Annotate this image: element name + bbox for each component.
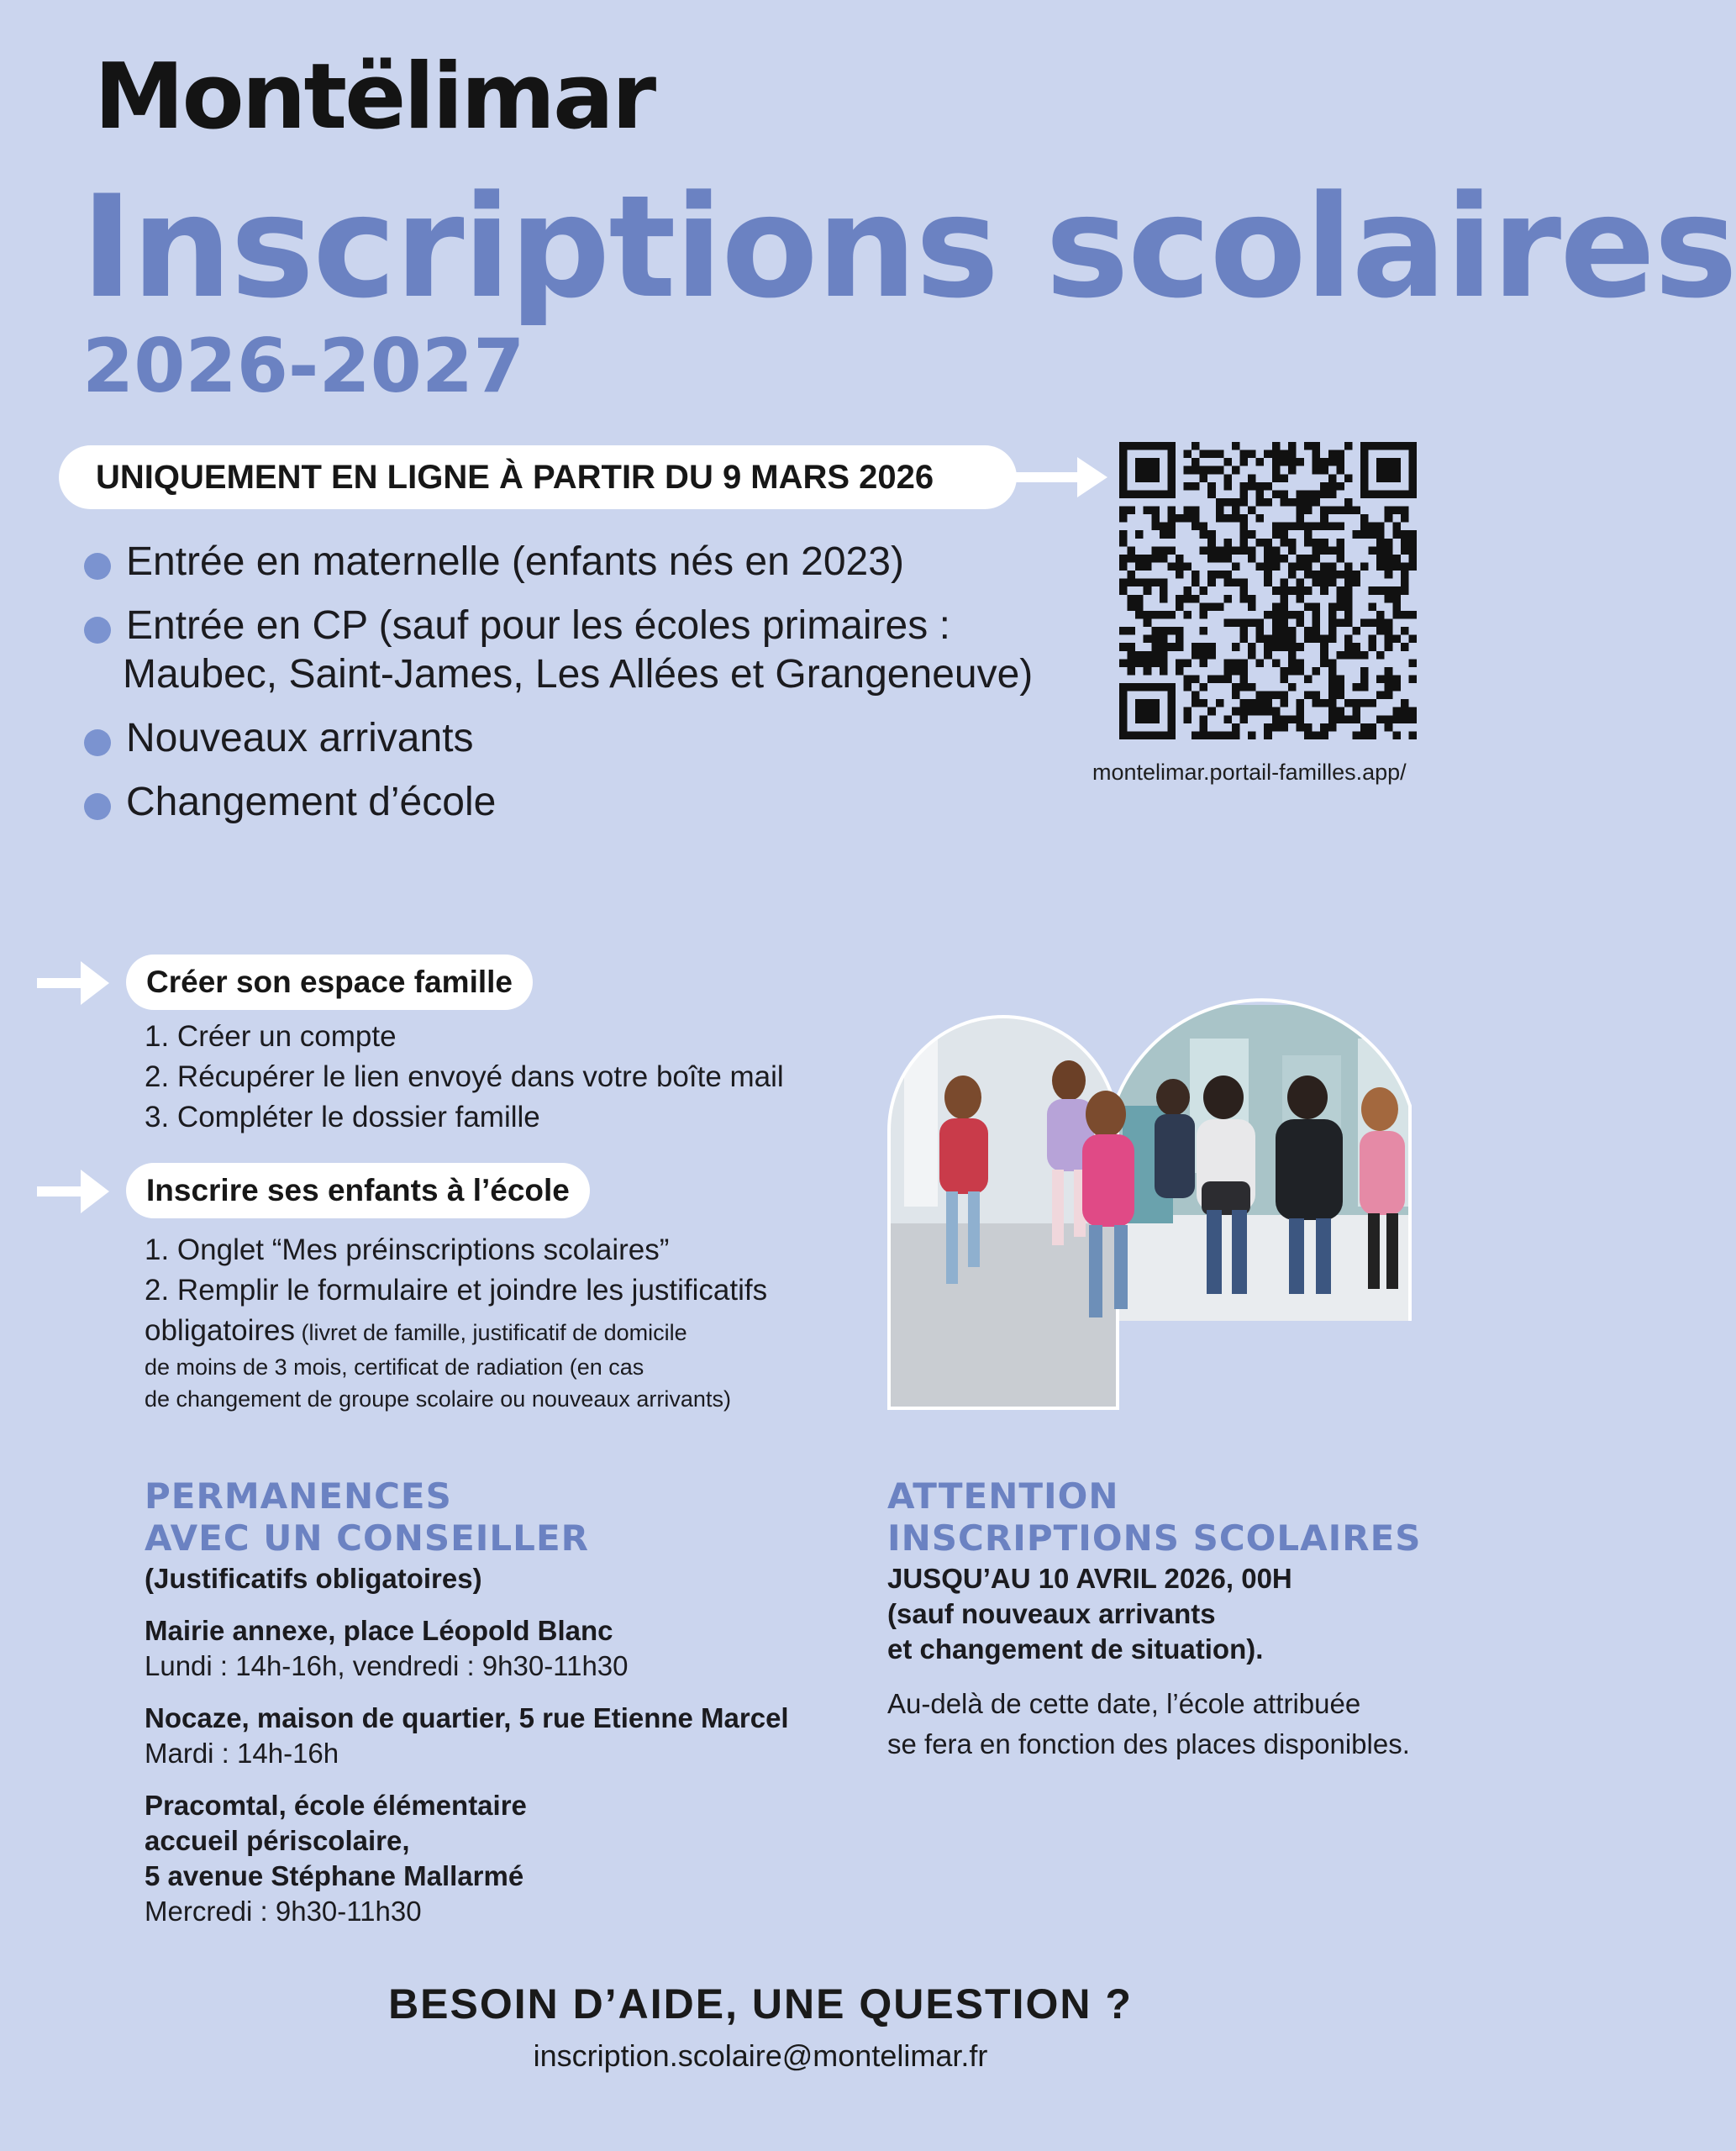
bullet-dot-icon bbox=[84, 729, 111, 756]
qr-code[interactable] bbox=[1119, 442, 1417, 739]
deadline-note: (sauf nouveaux arrivants bbox=[887, 1598, 1216, 1629]
step-enroll-children: Inscrire ses enfants à l’école bbox=[126, 1163, 590, 1218]
info-text: se fera en fonction des places disponibles. bbox=[887, 1728, 1410, 1759]
list-item bbox=[84, 778, 1109, 827]
location-name: Pracomtal, école élémentaire bbox=[145, 1790, 527, 1821]
location-hours: Lundi : 14h-16h, vendredi : 9h30-11h30 bbox=[145, 1650, 629, 1681]
location-item bbox=[145, 1701, 867, 1771]
section-title: AVEC UN CONSEILLER bbox=[145, 1517, 589, 1559]
page-title: Inscriptions scolaires bbox=[81, 165, 1736, 329]
arrow-right-icon bbox=[1013, 454, 1107, 501]
step-1-list bbox=[145, 1017, 784, 1138]
location-name: Mairie annexe, place Léopold Blanc bbox=[145, 1615, 613, 1646]
deadline-text: JUSQU’AU 10 AVRIL 2026, 00H bbox=[887, 1563, 1292, 1594]
list-note: de moins de 3 mois, certificat de radiation (en cas bbox=[145, 1354, 644, 1380]
list-note: de changement de groupe scolaire ou nouveaux arrivants) bbox=[145, 1386, 731, 1412]
list-item: 2. Récupérer le lien envoyé dans votre boîte mail bbox=[145, 1060, 784, 1093]
section-title: PERMANENCES bbox=[145, 1475, 452, 1517]
list-item bbox=[84, 714, 1109, 763]
list-text: obligatoires bbox=[145, 1314, 295, 1347]
section-title: ATTENTION bbox=[887, 1475, 1119, 1517]
montelimar-logo: Montëlimar bbox=[94, 45, 655, 150]
attention-section bbox=[887, 1475, 1492, 1764]
list-item: 3. Compléter le dossier famille bbox=[145, 1101, 540, 1133]
list-item: 2. Remplir le formulaire et joindre les justificatifs bbox=[145, 1274, 768, 1307]
list-item bbox=[84, 602, 1109, 699]
bullet-text-continued: Maubec, Saint-James, Les Allées et Grangeneuve) bbox=[123, 652, 1034, 697]
location-name: Nocaze, maison de quartier, 5 rue Etienne Marcel bbox=[145, 1702, 789, 1733]
bullet-dot-icon bbox=[84, 793, 111, 820]
list-note: (livret de famille, justificatif de domicile bbox=[295, 1320, 687, 1345]
online-banner bbox=[59, 445, 1017, 509]
location-hours: Mardi : 14h-16h bbox=[145, 1738, 339, 1769]
bullet-text: Nouveaux arrivants bbox=[126, 716, 474, 760]
portal-url[interactable]: montelimar.portail-familles.app/ bbox=[1092, 760, 1407, 785]
permanences-section bbox=[145, 1475, 867, 1929]
step-2-list bbox=[145, 1230, 867, 1415]
help-email-link[interactable]: inscription.scolaire@montelimar.fr bbox=[533, 2038, 988, 2073]
section-subtitle: (Justificatifs obligatoires) bbox=[145, 1563, 482, 1594]
children-photo bbox=[887, 1005, 1413, 1410]
bullet-list bbox=[84, 538, 1109, 842]
location-item bbox=[145, 1788, 867, 1929]
bullet-text: Entrée en maternelle (enfants nés en 2023) bbox=[126, 539, 904, 584]
deadline-note: et changement de situation). bbox=[887, 1633, 1264, 1665]
list-item-continued bbox=[145, 1311, 867, 1351]
section-title: INSCRIPTIONS SCOLAIRES bbox=[887, 1517, 1422, 1559]
bullet-dot-icon bbox=[84, 617, 111, 644]
bullet-text: Changement d’école bbox=[126, 780, 497, 824]
help-title: BESOIN D’AIDE, UNE QUESTION ? bbox=[388, 1980, 1133, 2027]
location-hours: Mercredi : 9h30-11h30 bbox=[145, 1896, 422, 1927]
info-text: Au-delà de cette date, l’école attribuée bbox=[887, 1688, 1361, 1719]
arrow-right-icon bbox=[37, 1165, 109, 1218]
school-year: 2026-2027 bbox=[82, 323, 525, 409]
location-address: 5 avenue Stéphane Mallarmé bbox=[145, 1860, 524, 1891]
arrow-right-icon bbox=[37, 956, 109, 1010]
list-item: 1. Créer un compte bbox=[145, 1020, 397, 1053]
bullet-dot-icon bbox=[84, 553, 111, 580]
location-item bbox=[145, 1613, 867, 1684]
list-item: 1. Onglet “Mes préinscriptions scolaires” bbox=[145, 1233, 670, 1266]
location-name: accueil périscolaire, bbox=[145, 1825, 410, 1856]
step-create-family-space: Créer son espace famille bbox=[126, 955, 533, 1010]
bullet-text: Entrée en CP (sauf pour les écoles primaires : bbox=[126, 603, 950, 648]
banner-text: UNIQUEMENT EN LIGNE À PARTIR DU 9 MARS 2026 bbox=[96, 458, 934, 496]
list-item bbox=[84, 538, 1109, 586]
